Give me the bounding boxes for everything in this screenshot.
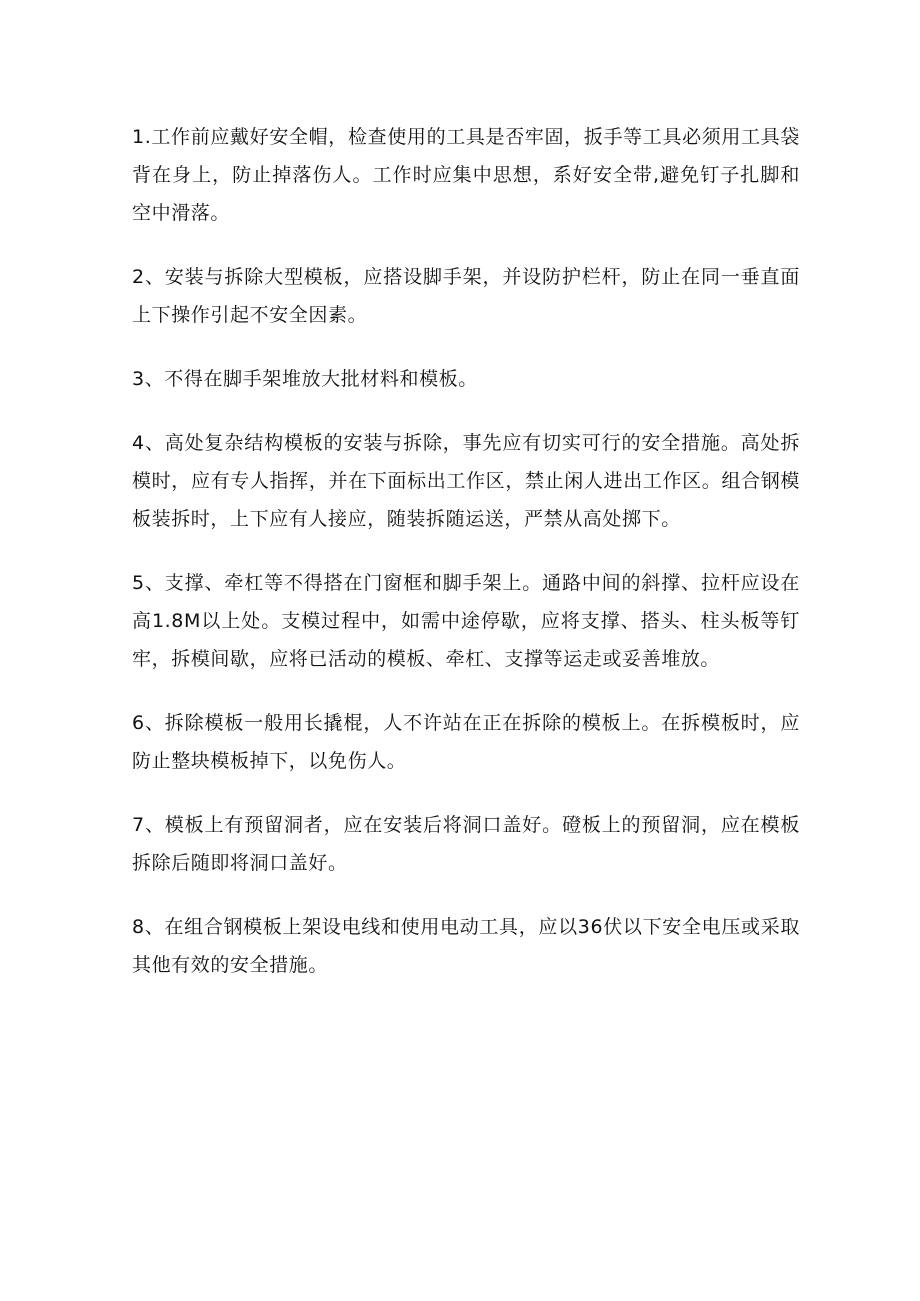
paragraph-6: 6、拆除模板一般用长撬棍，人不许站在正在拆除的模板上。在拆模板时，应防止整块模板掉下，以免伤人。 — [132, 712, 800, 772]
document-body — [132, 118, 800, 1010]
paragraph-8: 8、在组合钢模板上架设电线和使用电动工具，应以36伏以下安全电压或采取其他有效的安全措施。 — [132, 916, 800, 976]
paragraph-7: 7、模板上有预留洞者，应在安装后将洞口盖好。磴板上的预留洞，应在模板拆除后随即将洞口盖好。 — [132, 814, 800, 874]
paragraph-4: 4、高处复杂结构模板的安装与拆除，事先应有切实可行的安全措施。高处拆模时，应有专人指挥，并在下面标出工作区，禁止闲人进出工作区。组合钢模板装拆时，上下应有人接应，随装拆随运送，严禁从高处掷下。 — [132, 432, 800, 530]
paragraph-2: 2、安装与拆除大型模板，应搭设脚手架，并设防护栏杆，防止在同一垂直面上下操作引起不安全因素。 — [132, 266, 800, 326]
paragraph-3: 3、不得在脚手架堆放大批材料和模板。 — [132, 368, 478, 390]
paragraph-5: 5、支撑、牵杠等不得搭在门窗框和脚手架上。通路中间的斜撑、拉杆应设在高1.8M以上处。支模过程中，如需中途停歇，应将支撑、搭头、柱头板等钉牢，拆模间歇，应将已活动的模板、牵杠、支撑等运走或妥善堆放。 — [132, 572, 800, 670]
paragraph-1: 1.工作前应戴好安全帽，检查使用的工具是否牢固，扳手等工具必须用工具袋背在身上，防止掉落伤人。工作时应集中思想，系好安全带,避免钉子扎脚和空中滑落。 — [132, 126, 800, 224]
